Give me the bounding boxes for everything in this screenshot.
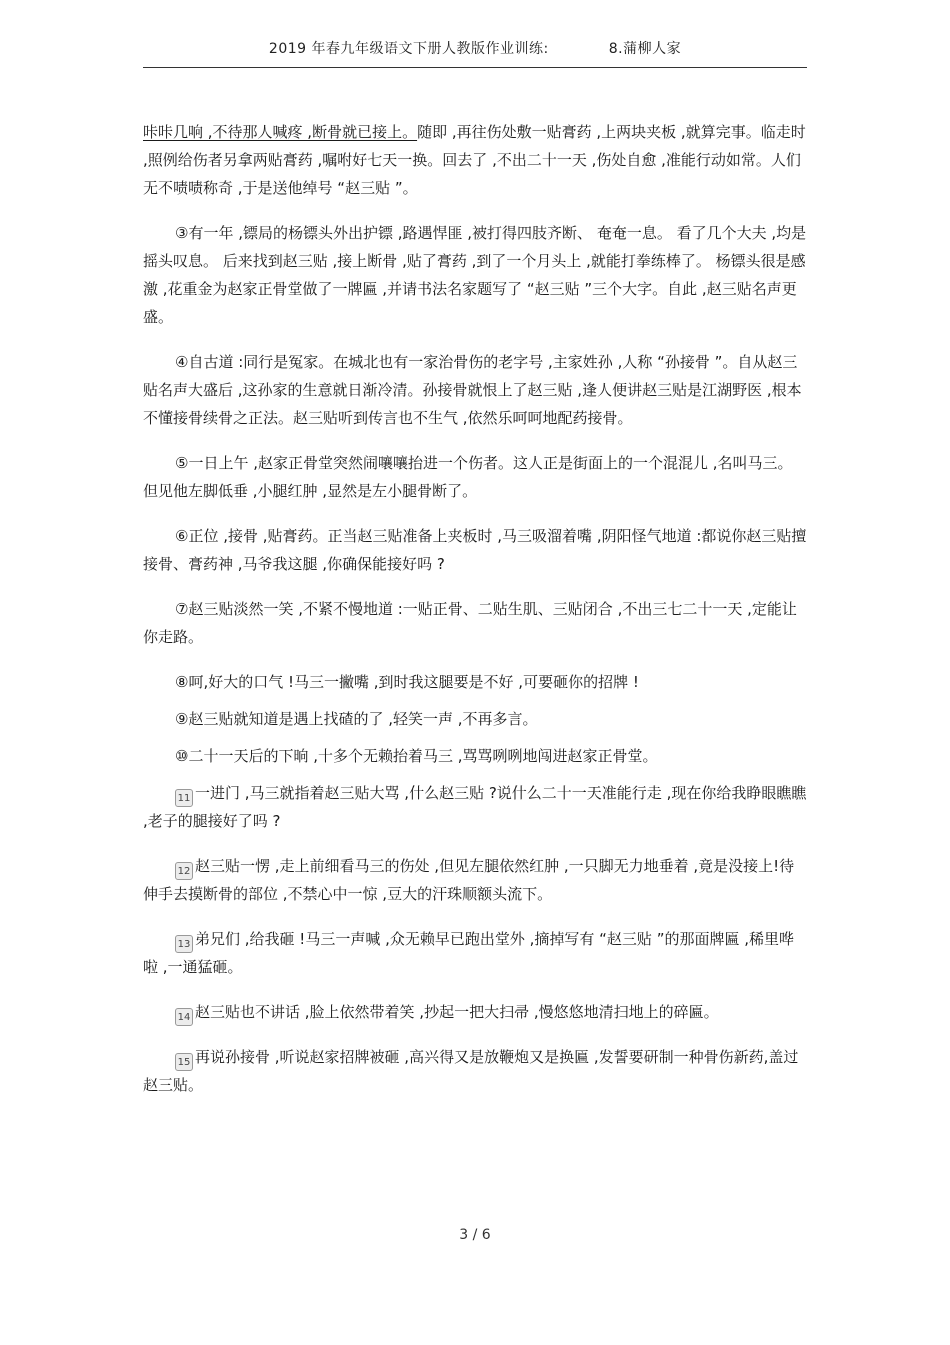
paragraph-text: 赵三贴也不讲话 ,脸上依然带着笑 ,抄起一把大扫帚 ,慢悠悠地清扫地上的碎匾。 (195, 1003, 719, 1021)
paragraph-13 (143, 925, 807, 981)
header-divider (143, 67, 807, 68)
paragraph-number-14-icon: 14 (175, 1008, 193, 1026)
paragraph-text: 随即 ,再往伤处敷一贴膏药 ,上两块夹板 ,就算完事。 (417, 123, 761, 141)
paragraph-12 (143, 852, 807, 908)
paragraph-7: ⑦赵三贴淡然一笑 ,不紧不慢地道 :一贴正骨、二贴生肌、三贴闭合 ,不出三七二十一天 ,定能让你走路。 (143, 600, 797, 646)
header-title: 2019 年春九年级语文下册人教版作业训练: (268, 41, 549, 57)
paragraph-9: ⑨赵三贴就知道是遇上找碴的了 ,轻笑一声 ,不再多言。 (175, 710, 538, 728)
paragraph-5: ⑤一日上午 ,赵家正骨堂突然闹嚷嚷抬进一个伤者。这人正是街面上的一个混混儿 ,名叫马三。但见他左脚低垂 ,小腿红肿 ,显然是左小腿骨断了。 (143, 454, 793, 500)
paragraph-number-15-icon: 15 (175, 1053, 193, 1071)
paragraph-4: ④自古道 :同行是冤家。在城北也有一家治骨伤的老字号 ,主家姓孙 ,人称 “孙接骨 ”。自从赵三贴名声大盛后 ,这孙家的生意就日渐冷清。孙接骨就恨上了赵三贴 ,逢人便讲赵三贴是江湖野医 ,根本不懂接骨续骨之正法。赵三贴听到传言也不生气 ,依然乐呵呵地配药接骨。 (143, 353, 802, 427)
article-body (143, 118, 807, 1116)
paragraph-14 (143, 998, 807, 1026)
paragraph-3: ③有一年 ,镖局的杨镖头外出护镖 ,路遇悍匪 ,被打得四肢齐断、 奄奄一息。 看了几个大夫 ,均是摇头叹息。 后来找到赵三贴 ,接上断骨 ,贴了膏药 ,到了一个月头上 ,就能打拳练棒了。 杨镖头很是感激 ,花重金为赵家正骨堂做了一牌匾 ,并请书法名家题写了 “赵三贴 ”三个大字。自此 ,赵三贴名声更盛。 (143, 224, 807, 326)
paragraph-text: 弟兄们 ,给我砸 !马三一声喊 ,众无赖早已跑出堂外 ,摘掉写有 “赵三贴 ”的那面牌匾 ,稀里哗啦 ,一通猛砸。 (143, 930, 795, 976)
paragraph-text: 赵三贴一愣 ,走上前细看马三的伤处 ,但见左腿依然红肿 ,一只脚无力地垂着 ,竟是没接上!待伸手去摸断骨的部位 ,不禁心中一惊 ,豆大的汗珠顺额头流下。 (143, 857, 795, 903)
paragraph-15 (143, 1043, 807, 1099)
paragraph-number-13-icon: 13 (175, 935, 193, 953)
paragraph-2-continued (143, 118, 807, 202)
page-header (0, 38, 950, 58)
paragraph-6: ⑥正位 ,接骨 ,贴膏药。正当赵三贴准备上夹板时 ,马三吸溜着嘴 ,阴阳怪气地道 :都说你赵三贴擅接骨、膏药神 ,马爷我这腿 ,你确保能接好吗 ? (143, 527, 807, 573)
underlined-sentence: 咔咔几响 ,不待那人喊疼 ,断骨就已接上。 (143, 123, 418, 141)
paragraph-11 (143, 779, 807, 835)
paragraph-text: 再说孙接骨 ,听说赵家招牌被砸 ,高兴得又是放鞭炮又是换匾 ,发誓要研制一种骨伤新药,盖过赵三贴。 (143, 1048, 799, 1094)
paragraph-8: ⑧呵,好大的口气 !马三一撇嘴 ,到时我这腿要是不好 ,可要砸你的招牌 ! (175, 673, 639, 691)
page-number: 3 / 6 (459, 1227, 491, 1243)
paragraph-10: ⑩二十一天后的下晌 ,十多个无赖抬着马三 ,骂骂咧咧地闯进赵家正骨堂。 (175, 747, 658, 765)
paragraph-number-11-icon: 11 (175, 789, 193, 807)
paragraph-text: 一进门 ,马三就指着赵三贴大骂 ,什么赵三贴 ?说什么二十一天准能行走 ,现在你给我睁眼瞧瞧 ,老子的腿接好了吗 ? (143, 784, 807, 830)
paragraph-text: 临走时 ,照例给伤者另拿两贴膏药 ,嘱咐好七天一换。回去了 ,不出二十一天 ,伤处自愈 ,准能行动如常。人们无不啧啧称奇 ,于是送他绰号 “赵三贴 ”。 (143, 123, 806, 197)
paragraph-number-12-icon: 12 (175, 862, 193, 880)
header-lesson: 8.蒲柳人家 (608, 41, 682, 57)
